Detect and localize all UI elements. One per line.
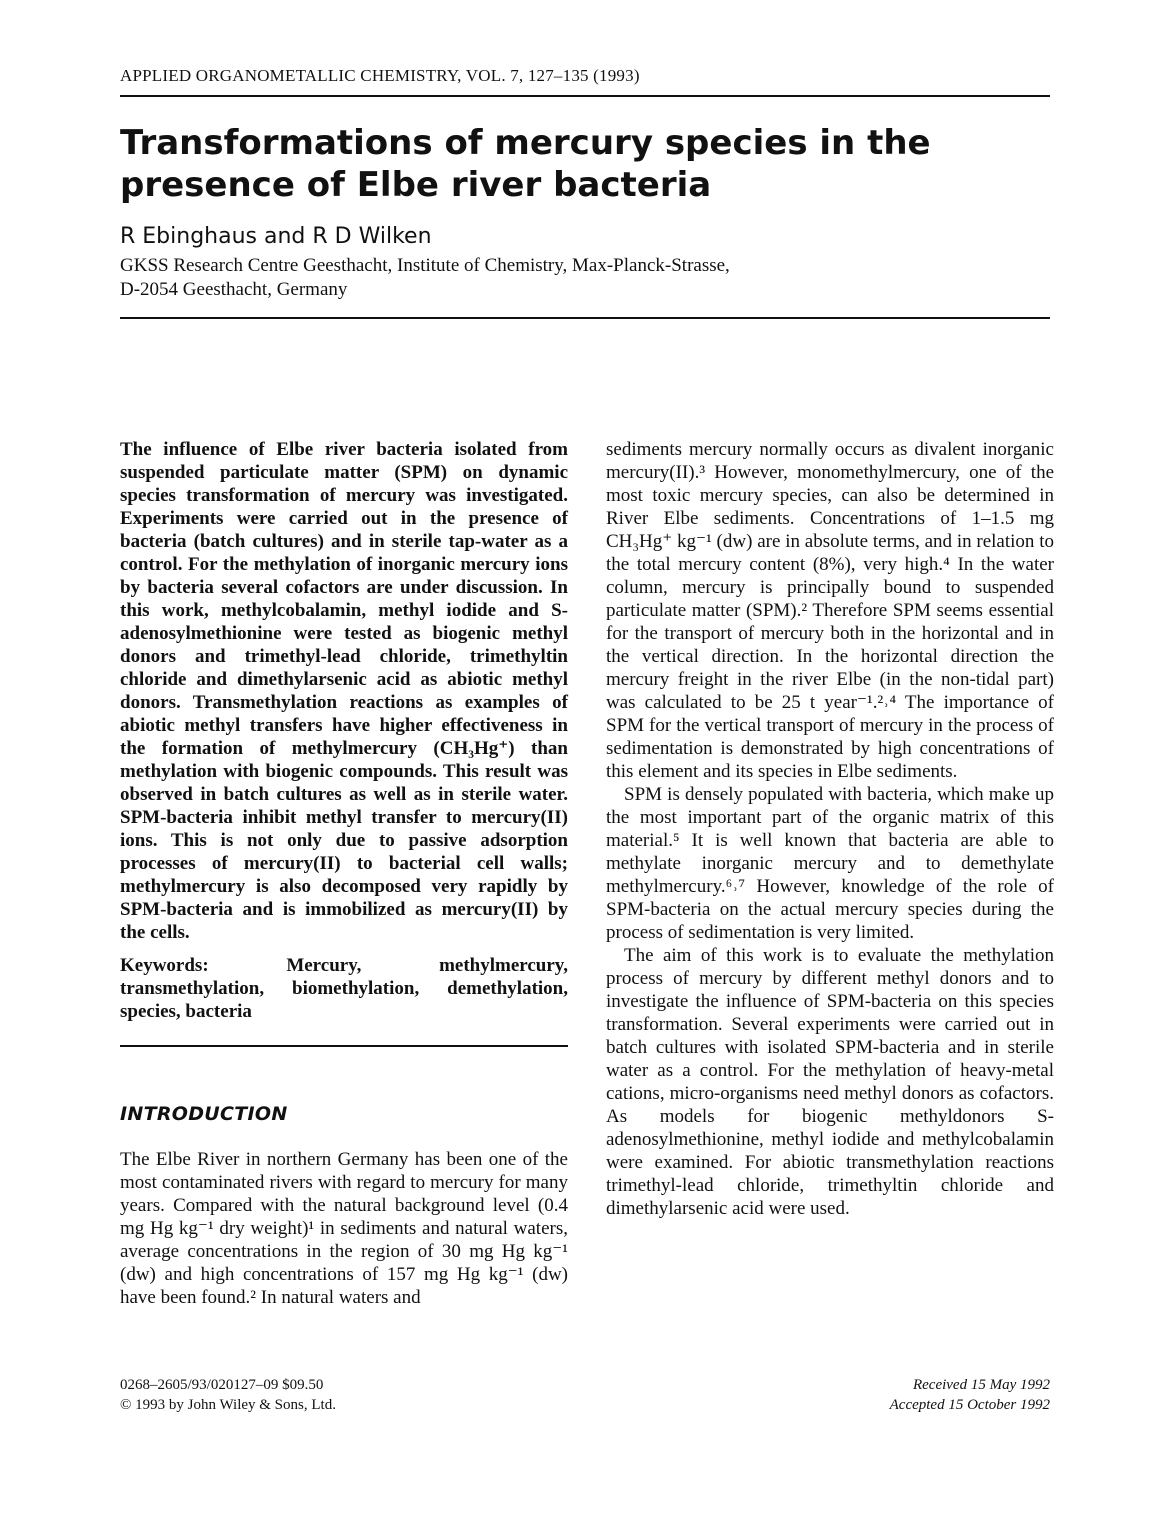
footer-right — [890, 1375, 1050, 1415]
section-heading-introduction: INTRODUCTION — [120, 1103, 288, 1125]
received-date: Received 15 May 1992 — [912, 1377, 1050, 1393]
copyright: © 1993 by John Wiley & Sons, Ltd. — [120, 1397, 336, 1413]
intro-paragraph-1: The Elbe River in northern Germany has been one of the most contaminated rivers with regard to mercury for many years. Compared with the natural background level (0.4 mg Hg kg⁻¹ dry weight)¹ in sediments and natural waters, average concentrations in the region of 30 mg Hg kg⁻¹ (dw) and high concentrations of 157 mg Hg kg⁻¹ (dw) have been found.² In natural waters and — [120, 1149, 568, 1308]
right-column — [606, 438, 1054, 1220]
intro-paragraph-3: The aim of this work is to evaluate the methylation process of mercury by different methyl donors and to investigate the influence of SPM-bacteria on this species transformation. Several experiments were carried out in batch cultures with isolated SPM-bacteria and in sterile water as a control. For the methylation of heavy-metal cations, micro-organisms need methyl donors as cofactors. As models for biogenic methyldonors S-adenosylmethionine, methyl iodide and methylcobalamin were examined. For abiotic transmethylation reactions trimethyl-lead chloride, trimethyltin chloride and dimethylarsenic acid were used. — [606, 945, 1054, 1219]
abstract: The influence of Elbe river bacteria isolated from suspended particulate matter (SPM) on dynamic species transformation of mercury was investigated. Experiments were carried out in the presence of bacteria (batch cultures) and in sterile tap-water as a control. For the methylation of inorganic mercury ions by bacteria several cofactors are under discussion. In this work, methylcobalamin, methyl iodide and S-adenosylmethionine were tested as biogenic methyl donors and trimethyl-lead chloride, trimethyltin chloride and dimethylarsenic acid as abiotic methyl donors. Transmethylation reactions as examples of abiotic methyl transfers have higher effectiveness in the formation of methylmercury (CH₃Hg⁺) than methylation with biogenic compounds. This result was observed in batch cultures as well as in sterile water. SPM-bacteria inhibit methyl transfer to mercury(II) ions. This is not only due to passive adsorption processes of mercury(II) to bacterial cell walls; methylmercury is also decomposed very rapidly by SPM-bacteria and is immobilized as mercury(II) by the cells. — [120, 439, 568, 943]
keywords: Keywords: Mercury, methylmercury, transmethylation, biomethylation, demethylation, species, bacteria — [120, 955, 568, 1022]
title-block-rule — [120, 317, 1050, 319]
article-title: Transformations of mercury species in the presence of Elbe river bacteria — [120, 123, 931, 205]
intro-paragraph-2: SPM is densely populated with bacteria, which make up the most important part of the organic matrix of this material.⁵ It is well known that bacteria are able to methylate inorganic mercury and to demethylate methylmercury.⁶˒⁷ However, knowledge of the role of SPM-bacteria on the actual mercury species during the process of sedimentation is very limited. — [606, 784, 1054, 943]
header-rule — [120, 95, 1050, 97]
abstract-rule — [120, 1045, 568, 1047]
affiliation — [120, 254, 1050, 302]
affiliation-line-1: GKSS Research Centre Geesthacht, Institute of Chemistry, Max-Planck-Strasse, — [120, 255, 730, 276]
journal-header: APPLIED ORGANOMETALLIC CHEMISTRY, VOL. 7, 127–135 (1993) — [120, 66, 640, 85]
footer-left — [120, 1375, 336, 1415]
article-authors: R Ebinghaus and R D Wilken — [120, 224, 432, 249]
article-code: 0268–2605/93/020127–09 $09.50 — [120, 1377, 324, 1393]
intro-paragraph-1-continued: sediments mercury normally occurs as divalent inorganic mercury(II).³ However, monomethylmercury, one of the most toxic mercury species, can also be determined in River Elbe sediments. Concentrations of 1–1.5 mg CH₃Hg⁺ kg⁻¹ (dw) are in absolute terms, and in relation to the total mercury content (8%), very high.⁴ In the water column, mercury is principally bound to suspended particulate matter (SPM).² Therefore SPM seems essential for the transport of mercury both in the horizontal and in the vertical direction. In the horizontal direction the mercury freight in the river Elbe (in the non-tidal part) was calculated to be 25 t year⁻¹.²˒⁴ The importance of SPM for the vertical transport of mercury in the process of sedimentation is demonstrated by high concentrations of this element and its species in Elbe sediments. — [606, 439, 1054, 782]
accepted-date: Accepted 15 October 1992 — [889, 1397, 1050, 1413]
left-column — [120, 438, 568, 1309]
affiliation-line-2: D-2054 Geesthacht, Germany — [120, 279, 348, 300]
